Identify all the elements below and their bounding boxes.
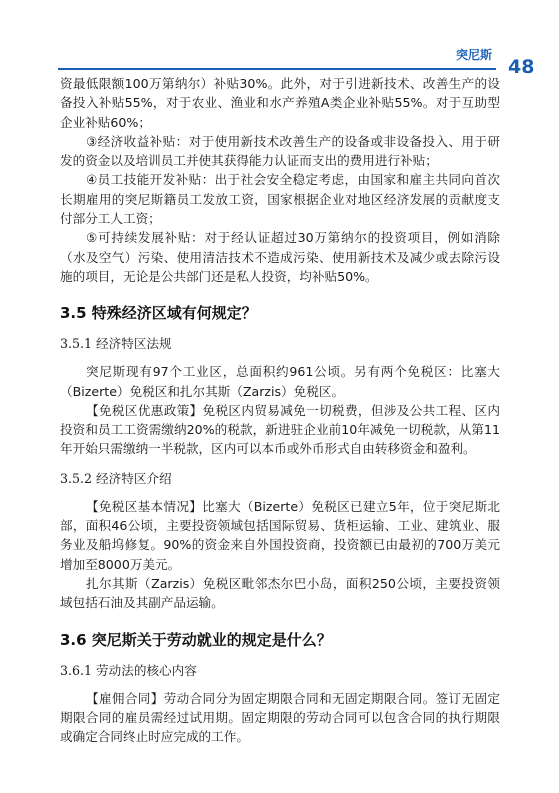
paragraph-sustainable-subsidy: ⑤可持续发展补贴：对于经认证超过30万第纳尔的投资项目，例如消除（水及空气）污染、使用清洁技术不造成污染、使用新技术及减少或去除污设施的项目，无论是公共部门还是私人投资，均补贴50%。 [60,230,500,284]
page-number: 48 [508,56,535,78]
subsection-heading-3-5-2: 3.5.2 经济特区介绍 [60,470,172,486]
subsection-heading-3-5-1: 3.5.1 经济特区法规 [60,336,172,352]
paragraph-employment-contract: 【雇佣合同】劳动合同分为固定期限合同和无固定期限合同。签订无固定期限合同的雇员需经过试用期。固定期限的劳动合同可以包含合同的执行期限或确定合同终止时应完成的工作。 [60,690,500,745]
paragraph-free-zone-policy: 【免税区优惠政策】免税区内贸易减免一切税费，但涉及公共工程、区内投资和员工工资需缴纳20%的税款，新进驻企业前10年减免一切税款，从第11年开始只需缴纳一半税款，区内可以本币或外币形式自由转移资金和盈利。 [60,402,500,457]
page-body [60,74,500,746]
page-header [58,44,496,70]
paragraph-economic-benefit-subsidy: ③经济收益补贴：对于使用新技术改善生产的设备或非设备投入、用于研发的资金以及培训员工并使其获得能力认证而支出的费用进行补贴； [60,133,500,169]
paragraph-bizerte-zone: 【免税区基本情况】比塞大（Bizerte）免税区已建立5年，位于突尼斯北部，面积46公顷，主要投资领域包括国际贸易、货柜运输、工业、建筑业、服务业及船坞修复。90%的资金来自外国投资商，投资额已由最初的700万美元增加至8000万美元。 [60,498,500,572]
section-heading-3-6: 3.6 突尼斯关于劳动就业的规定是什么？ [60,630,332,649]
paragraph-subsidy-continued: 资最低限额100万第纳尔）补贴30%。此外，对于引进新技术、改善生产的设备投入补贴55%，对于农业、渔业和水产养殖A类企业补贴55%。对于互助型企业补贴60%； [60,76,500,130]
header-country-label: 突尼斯 [455,48,492,62]
subsection-heading-3-6-1: 3.6.1 劳动法的核心内容 [60,662,197,678]
paragraph-zarzis-zone: 扎尔其斯（Zarzis）免税区毗邻杰尔巴小岛，面积250公顷，主要投资领域包括石油及其副产品运输。 [60,575,500,611]
paragraph-staff-skill-subsidy: ④员工技能开发补贴：出于社会安全稳定考虑，由国家和雇主共同向首次长期雇用的突尼斯籍员工发放工资，国家根据企业对地区经济发展的贡献度支付部分工人工资； [60,172,500,227]
paragraph-industrial-zones: 突尼斯现有97个工业区，总面积约961公顷。另有两个免税区：比塞大（Bizerte）免税区和扎尔其斯（Zarzis）免税区。 [60,364,500,399]
section-heading-3-5: 3.5 特殊经济区域有何规定？ [60,304,257,323]
